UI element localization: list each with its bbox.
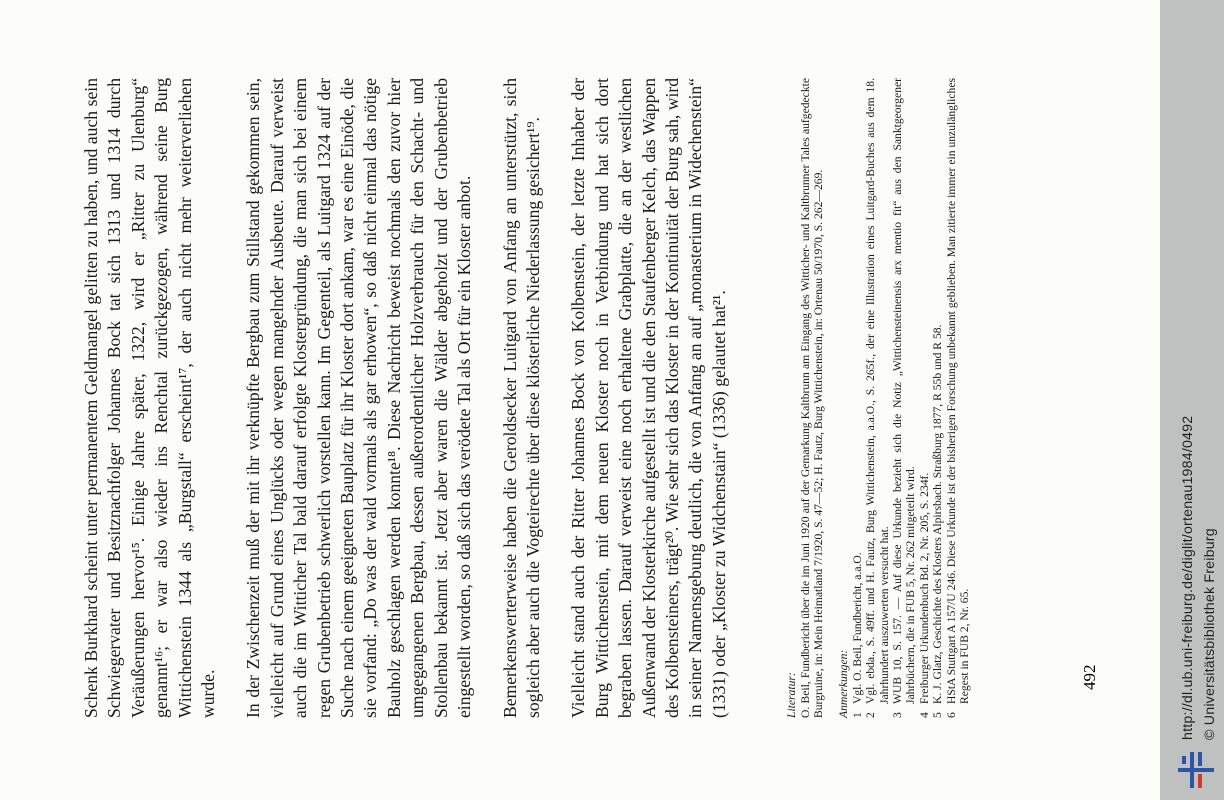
body-paragraph-2: In der Zwischenzeit muß der mit ihr verknüpfte Bergbau zum Stillstand gekommen sein, vielleicht auf Grund eines Unglücks oder wegen mangelnder Ausbeute. Darauf verweist auch die im Witticher Tal bald darauf erfolgte Klostergründung, die man sich bei einem regen Grubenbetrieb schwerlich vorstellen kann. Im Gegenteil, als Luitgard 1324 auf der Suche nach einem geeigneten Bauplatz für ihr Kloster dort ankam, war es eine Einöde, die sie vorfand: „Do was der wald vormals als gar erhowen“, so daß nicht einmal das nötige Bauholz geschlagen werden konnte¹⁸. Diese Nachricht beweist nochmals den zuvor hier umgegangenen Bergbau, dessen außerordentlicher Holzverbrauch für den Schacht- und Stollenbau bekannt ist. Jetzt aber waren die Wälder abgeholzt und der Grubenbetrieb eingestellt worden, so daß sich das verödete Tal als Ort für ein Kloster anbot. <box>243 78 475 718</box>
annotation-number: 6 <box>944 712 958 718</box>
literature-text: O. Beil, Fundbericht über die im Juni 1920 auf der Gemarkung Kaltbrunn am Eingang des Witticher- und Kaltbrunner Tales aufgedeckte Burgruine, in: Mein Heimatland 7/1920, S. 47—52; H. Fautz, Burg Wittichenstein, in: Ortenau 50/1970, S. 262—269. <box>798 78 825 718</box>
body-paragraph-1: Schenk Burkhard scheint unter permanentem Geldmangel gelitten zu haben, und auch sein Schwiegervater und Besitznachfolger Johannes Bock tat sich 1313 und 1314 durch Veräußerungen hervor¹⁵. Einige Jahre später, 1322, wird er „Ritter zu Ulenburg“ genannt¹⁶; er war also wieder ins Renchtal zurückgezogen, während seine Burg Wittichenstein 1344 als „Burgstall“ erscheint¹⁷, der auch nicht mehr weiterverliehen wurde. <box>81 78 219 718</box>
copyright-notice: © Universitätsbibliothek Freiburg <box>1202 528 1218 740</box>
logo-bar-red <box>1198 774 1202 788</box>
annotation-text: K. J. Glatz, Geschichte des Klosters Alpirsbach. Straßburg 1877, R 55b und R 58. <box>931 324 945 704</box>
annotation-item <box>945 78 972 718</box>
annotation-text: Vgl. O. Beil, Fundbericht, a.a.O. <box>850 552 864 704</box>
literature-heading: Literatur: <box>785 672 799 718</box>
annotation-text: HStA Stuttgart A 157/U 246. Diese Urkunde ist der bisherigen Forschung unbekannt geblieben. Man zitierte immer ein unzulängliches Regest in FUB 2, Nr. 65. <box>944 78 972 704</box>
permalink-link[interactable]: http://dl.ub.uni-freiburg.de/diglit/ortenau1984/0492 <box>1180 415 1196 740</box>
annotation-number: 3 <box>891 712 904 718</box>
logo-bar-top <box>1198 752 1202 766</box>
logo-bar-small <box>1182 756 1186 764</box>
annotation-item <box>891 78 918 718</box>
ub-freiburg-logo-icon <box>1172 746 1220 794</box>
annotations-heading: Anmerkungen: <box>837 649 851 718</box>
logo-bar-vertical <box>1190 752 1194 788</box>
body-paragraph-4: Vielleicht stand auch der Ritter Johannes Bock von Kolbenstein, der letzte Inhaber der Burg Wittichenstein, mit dem neuen Kloster noch in Verbindung und hat sich dort begraben lassen. Darauf verweist eine noch erhaltene Grabplatte, die an der westlichen Außenwand der Klosterkirche aufgestellt ist und die den Staufenberger Kelch, das Wappen des Kolbensteiners, trägt²⁰. Wie sehr sich das Kloster in der Kontinuität der Burg sah, wird in seiner Namensgebung deutlich, die von Anfang an auf „monasterium in Widechenstein“ (1331) oder „Kloster zu Widchenstain“ (1336) gelautet hat²¹. <box>568 78 729 718</box>
logo-bar-horizontal <box>1178 768 1214 772</box>
annotation-text: Vgl. ebda., S. 49ff. und H. Fautz, Burg Wittichenstein, a.a.O., S. 265f., der eine Illustration eines Luitgard-Buches aus dem 18. Jahrhundert auszuwerten versucht hat. <box>864 78 891 704</box>
annotation-number: 4 <box>917 712 931 718</box>
annotation-number: 5 <box>931 712 945 718</box>
footnotes <box>785 78 971 718</box>
annotation-item <box>864 78 891 718</box>
page-number <box>1080 630 1100 690</box>
annotation-item <box>918 78 931 718</box>
annotation-number: 2 <box>864 712 878 718</box>
annotation-number: 1 <box>850 712 864 718</box>
annotation-item <box>931 78 944 718</box>
page-number-text: 492 <box>1080 664 1099 690</box>
annotation-text: Freiburger Urkundenbuch Bd. 2, Nr. 205, S. 234f. <box>917 472 931 704</box>
annotation-text: WUB 10, S. 157. — Auf diese Urkunde bezieht sich die Notiz „Wittichensteinensis arx mentio fit“ aus den Sanktgeorgener Jahrbüchern, die in FUB 5, Nr. 262 mitgeteilt wird. <box>891 78 918 704</box>
body-paragraph-3: Bemerkenswerterweise haben die Geroldsecker Luitgard von Anfang an unterstützt, sich sogleich aber auch die Vogteirechte über diese klösterliche Niederlassung gesichert¹⁹. <box>499 78 543 718</box>
annotation-item <box>851 78 864 718</box>
rotated-text-block <box>80 78 1140 718</box>
